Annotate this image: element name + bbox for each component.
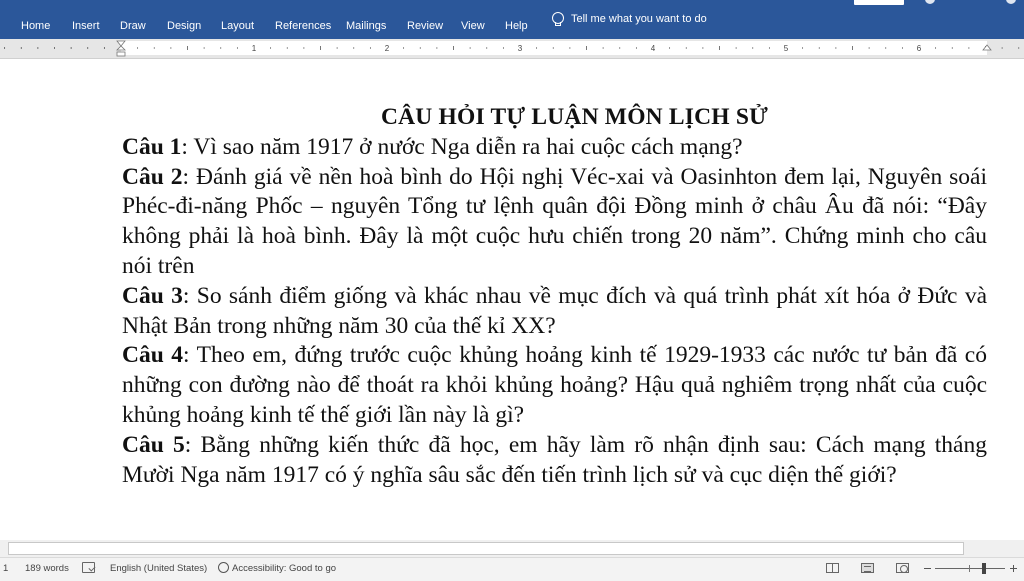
question-2 (122, 163, 987, 282)
minimize-icon[interactable] (925, 0, 935, 4)
language-indicator[interactable]: English (United States) (110, 563, 208, 574)
question-text: : Bằng những kiến thức đã học, em hãy làm rõ nhận định sau: Cách mạng tháng Mười Nga năm 1917 có ý nghĩa sâu sắc đến tiến trình lịch sử và cục diện thế giới? (122, 431, 987, 488)
tab-view[interactable]: View (461, 20, 485, 32)
tab-references[interactable]: References (275, 20, 332, 32)
question-label: Câu 5 (122, 431, 185, 458)
zoom-slider-center-mark (969, 565, 970, 572)
horizontal-scrollbar[interactable] (0, 540, 1024, 557)
accessibility-status[interactable]: Accessibility: Good to go (232, 563, 337, 574)
web-layout-icon[interactable] (896, 563, 909, 573)
proofing-icon[interactable] (82, 562, 95, 573)
question-4 (122, 341, 987, 430)
accessibility-icon[interactable] (218, 562, 229, 573)
ruler-number-5: 5 (783, 44, 789, 53)
question-text: : So sánh điểm giống và khác nhau về mục đích và quá trình phát xít hóa ở Đức và Nhật Bản trong những năm 30 của thế kỉ XX? (122, 282, 988, 339)
zoom-slider-thumb[interactable] (982, 563, 986, 574)
lightbulb-icon (552, 12, 562, 26)
zoom-in-icon-vertical (1013, 565, 1014, 572)
ruler-number-4: 4 (650, 44, 656, 53)
question-text: : Theo em, đứng trước cuộc khủng hoảng kinh tế 1929-1933 các nước tư bản đã có những con đường nào để thoát ra khỏi khủng hoảng? Hậu quả nghiêm trọng nhất của cuộc khủng hoảng kinh tế thế giới lần này là gì? (122, 342, 987, 428)
question-3 (122, 282, 987, 342)
document-page[interactable] (0, 60, 1024, 540)
ruler-number-1: 1 (251, 44, 257, 53)
tab-home[interactable]: Home (21, 20, 51, 32)
question-text: : Vì sao năm 1917 ở nước Nga diễn ra hai cuộc cách mạng? (181, 133, 743, 160)
ruler-number-6: 6 (916, 44, 922, 53)
document-body[interactable] (122, 103, 987, 490)
horizontal-ruler[interactable] (0, 39, 1024, 59)
tab-insert[interactable]: Insert (72, 20, 100, 32)
page-indicator[interactable]: 1 (3, 563, 9, 574)
left-margin-marker[interactable] (117, 52, 125, 56)
question-text: : Đánh giá về nền hoà bình do Hội nghị Véc-xai và Oasinhton đem lại, Nguyên soái Phéc-đi-năng Phốc – nguyên Tổng tư lệnh quân đội Đồng minh ở châu Âu đã nói: “Đây không phải là hoà bình. Đây là một cuộc hưu chiến trong 20 năm”. Chứng minh cho câu nói trên (122, 163, 988, 279)
question-5 (122, 431, 987, 491)
read-mode-icon[interactable] (826, 563, 839, 573)
tell-me-search[interactable] (552, 12, 707, 26)
tab-review[interactable]: Review (407, 20, 444, 32)
ribbon-tab-bar (0, 0, 1024, 39)
title-bar (0, 0, 1024, 8)
tab-help[interactable]: Help (505, 20, 528, 32)
print-layout-icon[interactable] (861, 563, 874, 573)
zoom-out-icon[interactable] (924, 568, 931, 569)
close-icon[interactable] (1006, 0, 1016, 4)
question-label: Câu 4 (122, 342, 184, 369)
question-label: Câu 2 (122, 163, 183, 190)
document-title: CÂU HỎI TỰ LUẬN MÔN LỊCH SỬ (380, 104, 769, 130)
tab-layout[interactable]: Layout (221, 20, 255, 32)
ruler-graphic (0, 39, 1024, 59)
zoom-slider-track[interactable] (935, 568, 1005, 569)
tab-draw[interactable]: Draw (120, 20, 146, 32)
tell-me-label: Tell me what you want to do (571, 13, 707, 25)
ruler-number-3: 3 (517, 44, 523, 53)
scrollbar-thumb[interactable] (8, 542, 964, 555)
status-bar (0, 557, 1024, 581)
question-label: Câu 3 (122, 282, 183, 309)
ruler-number-2: 2 (384, 44, 390, 53)
tab-mailings[interactable]: Mailings (346, 20, 387, 32)
tab-design[interactable]: Design (167, 20, 202, 32)
sign-in-button[interactable] (854, 0, 904, 5)
word-count[interactable]: 189 words (25, 563, 69, 574)
question-label: Câu 1 (122, 133, 182, 160)
question-1 (122, 133, 987, 163)
